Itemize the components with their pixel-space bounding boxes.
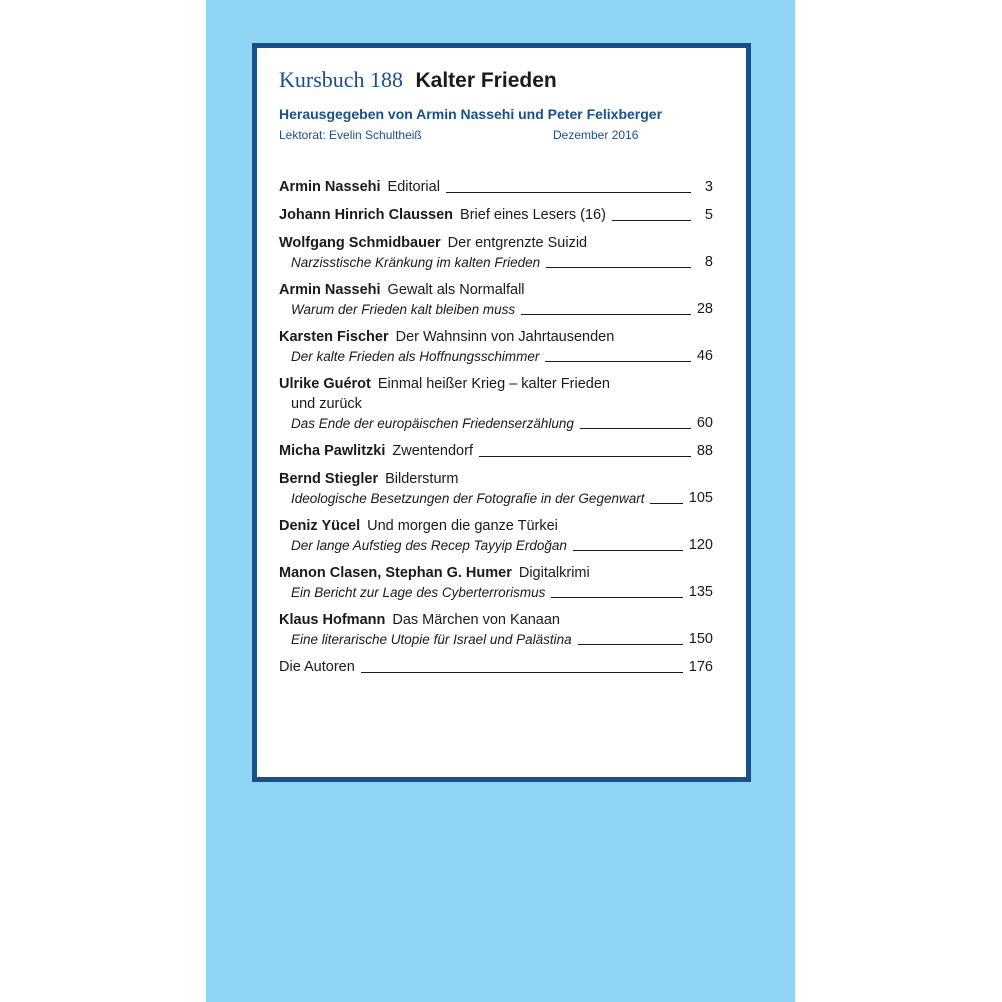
lektorat-line: Lektorat: Evelin Schultheiß: [279, 128, 422, 142]
toc-entry: [279, 470, 713, 508]
toc-leader-line: [612, 220, 691, 221]
toc-page-number: 5: [704, 207, 713, 223]
header-title-row: [279, 67, 557, 93]
toc-author: Karsten Fischer: [279, 329, 389, 345]
toc-page-number: 28: [696, 301, 713, 317]
toc-entry: [279, 442, 713, 461]
toc-title-line: [279, 611, 713, 630]
toc-title-line: [279, 234, 713, 253]
toc-subtitle: Eine literarische Utopie für Israel und Palästina: [291, 632, 572, 647]
toc-entry: [279, 328, 713, 366]
toc-leader-line: [521, 314, 691, 315]
toc-title: Der entgrenzte Suizid: [447, 235, 588, 251]
toc-title-line: [279, 328, 713, 347]
toc-page-number: 105: [688, 490, 713, 506]
toc-title: Das Märchen von Kanaan: [392, 612, 560, 628]
toc-title-line: [279, 470, 713, 489]
toc-author: Johann Hinrich Claussen: [279, 207, 454, 223]
toc-title-continuation: und zurück: [291, 396, 362, 412]
toc-entry: [279, 234, 713, 272]
toc-title: Brief eines Lesers (16): [460, 207, 606, 223]
toc-title: Gewalt als Normalfall: [387, 282, 525, 298]
toc-page-number: 120: [688, 537, 713, 553]
toc-subtitle-line: [279, 414, 713, 433]
toc-subtitle-line: [279, 253, 713, 272]
toc-entry: [279, 611, 713, 649]
toc-author: Armin Nassehi: [279, 179, 381, 195]
toc-title-line: [279, 517, 713, 536]
issue-date: Dezember 2016: [553, 128, 639, 142]
toc-entry: [279, 281, 713, 319]
toc-author: Bernd Stiegler: [279, 471, 379, 487]
toc-title-line: [279, 375, 713, 394]
toc-title: Editorial: [387, 179, 440, 195]
toc-page-number: 135: [688, 584, 713, 600]
toc-title: Zwentendorf: [392, 443, 473, 459]
toc-page-number: 150: [688, 631, 713, 647]
toc-title-line: [279, 281, 713, 300]
toc-author: Micha Pawlitzki: [279, 443, 386, 459]
toc-page-number: 176: [688, 659, 713, 675]
toc-page-number: 60: [696, 415, 713, 431]
toc-subtitle: Ein Bericht zur Lage des Cyberterrorismus: [291, 585, 546, 600]
toc-leader-line: [580, 428, 691, 429]
toc-title: Einmal heißer Krieg – kalter Frieden: [377, 376, 610, 392]
series-name: Kursbuch 188: [279, 67, 404, 92]
toc-subtitle: Der kalte Frieden als Hoffnungsschimmer: [291, 349, 540, 364]
toc-leader-line: [546, 267, 691, 268]
toc-subtitle: Der lange Aufstieg des Recep Tayyip Erdoğan: [291, 538, 567, 553]
toc-subtitle-line: [279, 536, 713, 555]
toc-page-number: 8: [704, 254, 713, 270]
toc-subtitle-line: [279, 583, 713, 602]
toc-title-line: [279, 658, 713, 677]
toc-subtitle: Ideologische Besetzungen der Fotografie in der Gegenwart: [291, 491, 645, 506]
toc-entry: [279, 206, 713, 225]
toc-author: Wolfgang Schmidbauer: [279, 235, 441, 251]
toc-title-line: [279, 564, 713, 583]
toc-entry: [279, 178, 713, 197]
toc-leader-line: [361, 672, 683, 673]
toc-title: Digitalkrimi: [518, 565, 590, 581]
toc-subtitle-line: [279, 630, 713, 649]
toc-leader-line: [573, 550, 683, 551]
toc-author: Klaus Hofmann: [279, 612, 386, 628]
toc-author: Armin Nassehi: [279, 282, 381, 298]
toc-subtitle: Warum der Frieden kalt bleiben muss: [291, 302, 516, 317]
issue-title: Kalter Frieden: [415, 69, 557, 92]
toc-entry: [279, 517, 713, 555]
toc-subtitle-line: [279, 489, 713, 508]
toc-entry: [279, 658, 713, 677]
toc-title-line: [279, 178, 713, 197]
table-of-contents: [279, 178, 713, 686]
toc-leader-line: [551, 597, 682, 598]
toc-entry: [279, 564, 713, 602]
toc-entry: [279, 375, 713, 433]
toc-author: Ulrike Guérot: [279, 376, 371, 392]
toc-author: Manon Clasen, Stephan G. Humer: [279, 565, 512, 581]
toc-title: Bildersturm: [385, 471, 459, 487]
contents-card: [252, 43, 751, 782]
toc-leader-line: [650, 503, 682, 504]
toc-title: Und morgen die ganze Türkei: [367, 518, 558, 534]
toc-subtitle: Das Ende der europäischen Friedenserzählung: [291, 416, 574, 431]
toc-subtitle: Narzisstische Kränkung im kalten Frieden: [291, 255, 541, 270]
toc-title-line: [279, 206, 713, 225]
toc-title-line: [279, 442, 713, 461]
toc-title: Die Autoren: [279, 659, 355, 675]
toc-subtitle-line: [279, 300, 713, 319]
toc-author: Deniz Yücel: [279, 518, 361, 534]
toc-page-number: 46: [696, 348, 713, 364]
editors-line: Herausgegeben von Armin Nassehi und Peter Felixberger: [279, 106, 663, 122]
toc-page-number: 3: [704, 179, 713, 195]
toc-leader-line: [479, 456, 691, 457]
toc-leader-line: [446, 192, 691, 193]
toc-leader-line: [578, 644, 683, 645]
toc-page-number: 88: [696, 443, 713, 459]
toc-leader-line: [545, 361, 691, 362]
toc-subtitle-line: [279, 347, 713, 366]
toc-title: Der Wahnsinn von Jahrtausenden: [395, 329, 615, 345]
